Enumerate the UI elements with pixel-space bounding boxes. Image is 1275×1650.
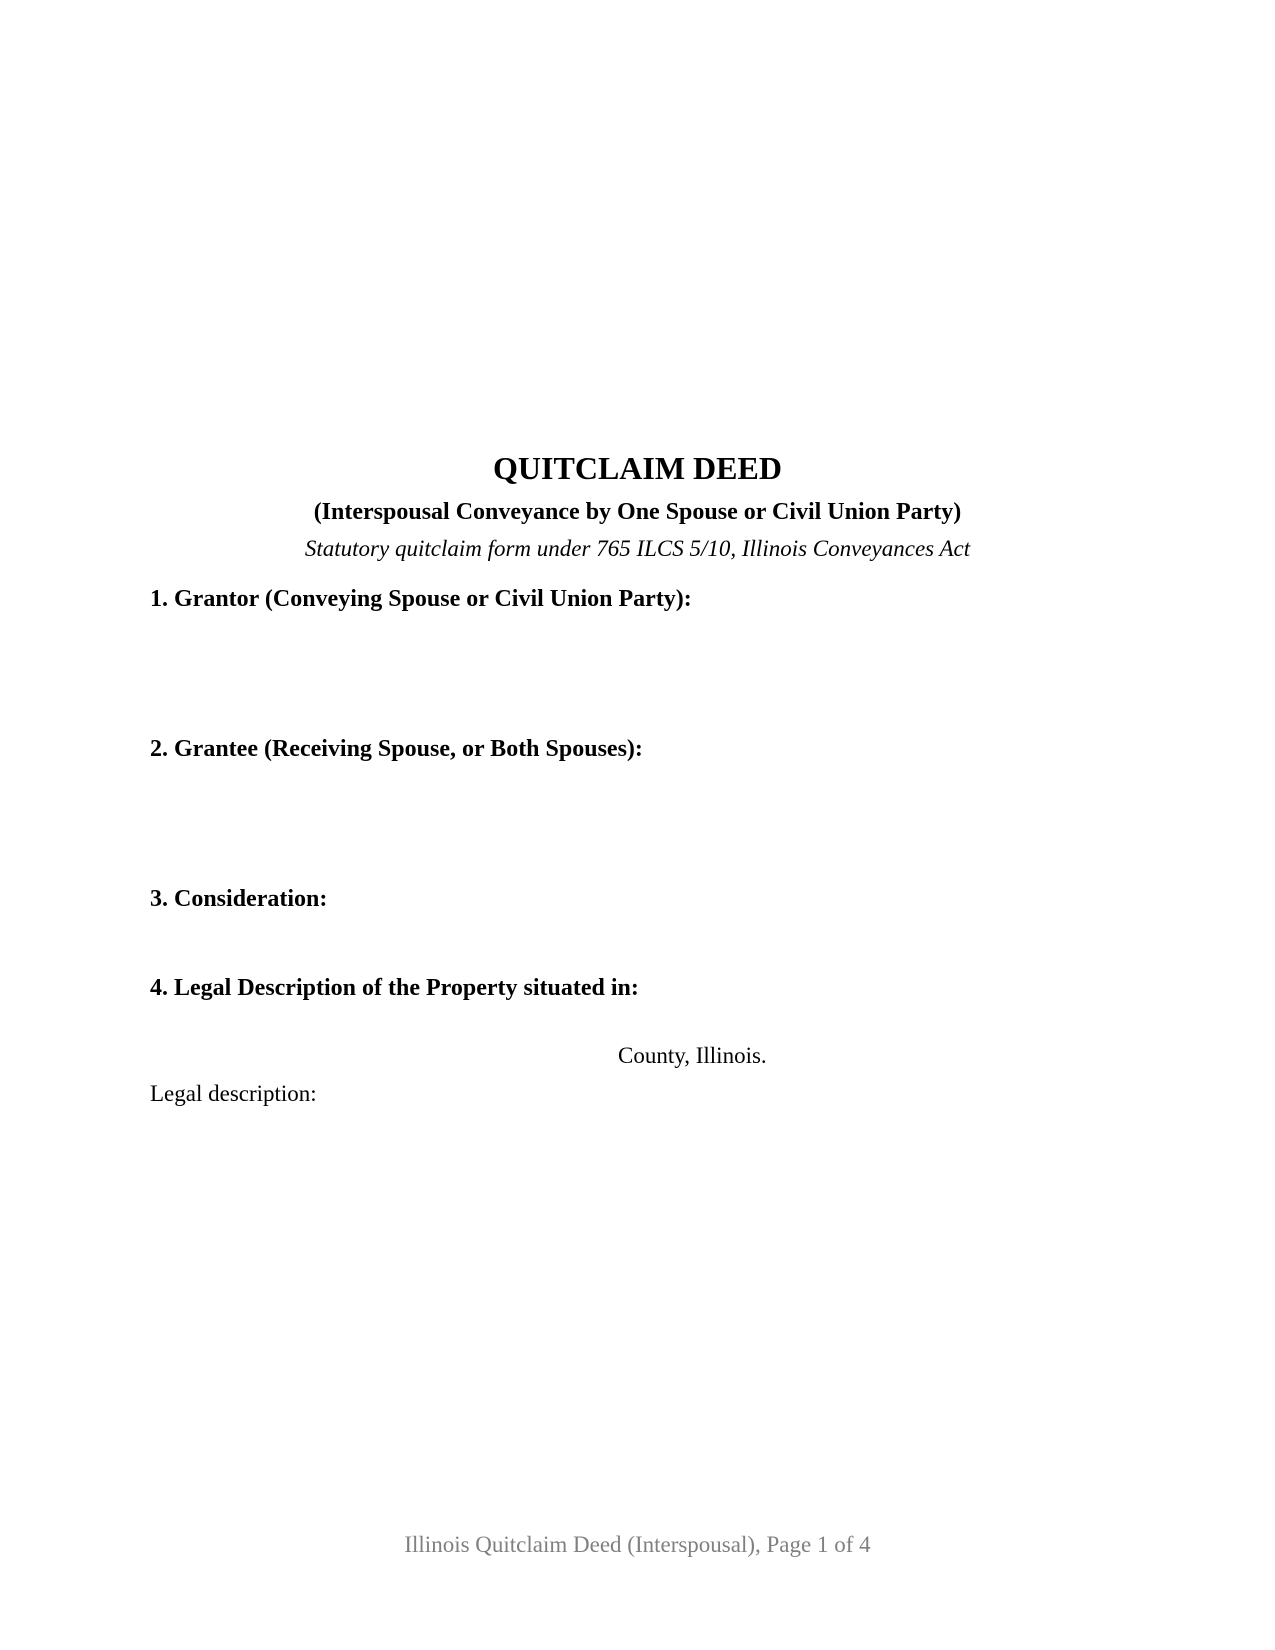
legal-description-label: Legal description: xyxy=(150,1081,317,1106)
page-footer: Illinois Quitclaim Deed (Interspousal), Page 1 of 4 xyxy=(404,1532,871,1557)
county-line: County, Illinois. xyxy=(618,1043,767,1068)
section-grantee-heading: 2. Grantee (Receiving Spouse, or Both Spouses): xyxy=(150,736,643,762)
section-consideration-heading: 3. Consideration: xyxy=(150,886,328,912)
statute-note: Statutory quitclaim form under 765 ILCS 5/10, Illinois Conveyances Act xyxy=(304,536,971,561)
section-grantor-heading: 1. Grantor (Conveying Spouse or Civil Union Party): xyxy=(150,586,692,612)
section-legal-description-heading: 4. Legal Description of the Property situated in: xyxy=(150,975,639,1001)
document-subtitle: (Interspousal Conveyance by One Spouse or Civil Union Party) xyxy=(313,499,962,525)
document-title: QUITCLAIM DEED xyxy=(493,450,782,486)
